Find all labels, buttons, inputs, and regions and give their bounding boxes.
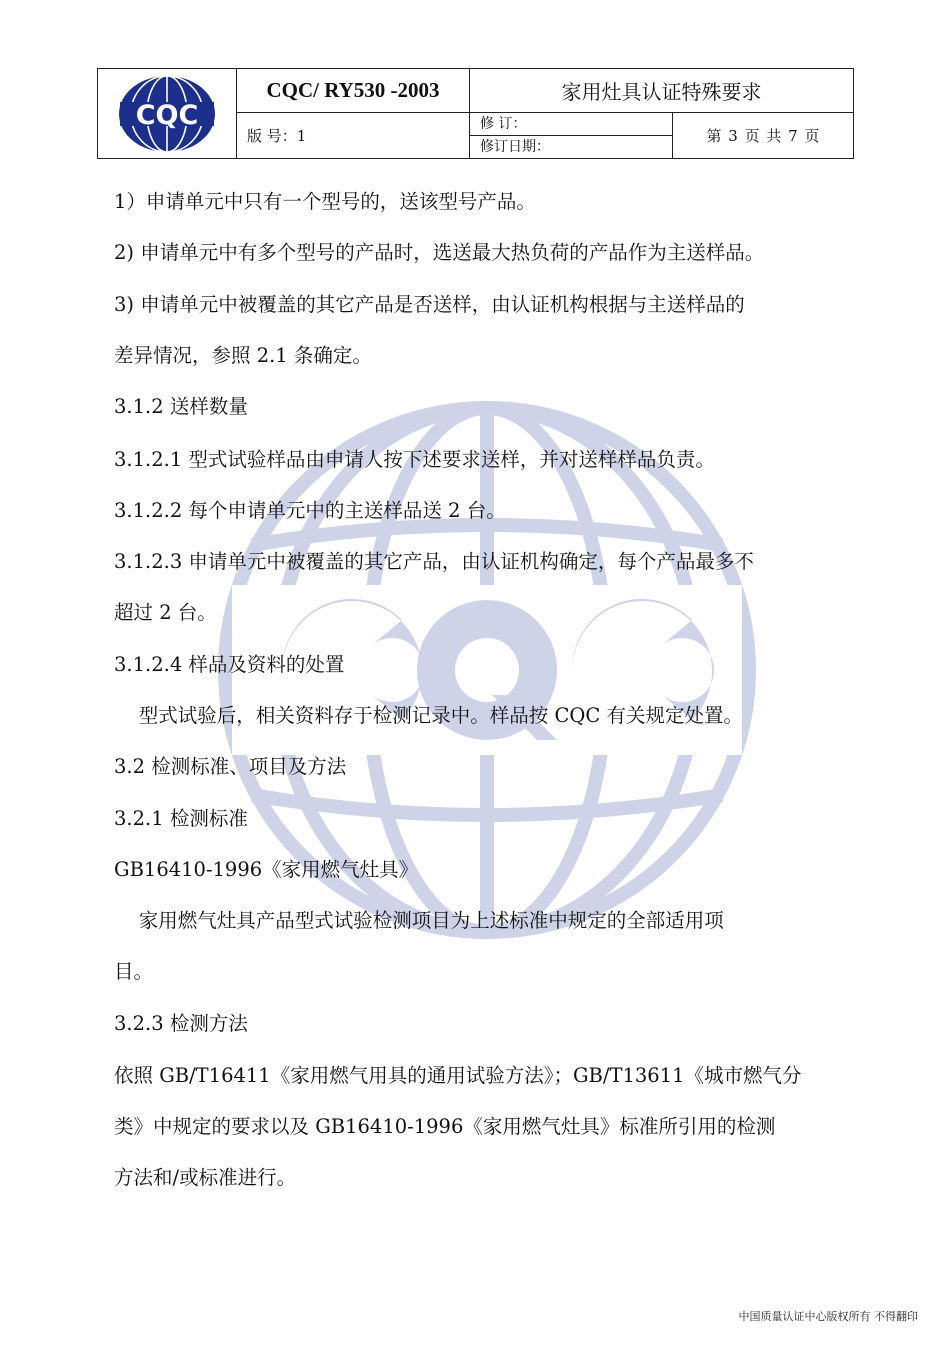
body-line: 依照 GB/T16411《家用燃气用具的通用试验方法》；GB/T13611《城市燃气分 bbox=[114, 1064, 802, 1087]
cqc-logo bbox=[98, 69, 237, 158]
body-line: 目。 bbox=[114, 960, 154, 983]
revision-date-label: 修订日期： bbox=[470, 136, 673, 158]
body-line: 3.1.2.2 每个申请单元中的主送样品送 2 台。 bbox=[114, 499, 506, 522]
logo-cell bbox=[98, 69, 237, 158]
doc-code: CQC/ RY530 -2003 bbox=[237, 69, 470, 113]
body-line: 方法和/或标准进行。 bbox=[114, 1166, 297, 1189]
logo-text: CQC bbox=[135, 100, 199, 131]
page-info: 第 3 页 共 7 页 bbox=[706, 127, 820, 145]
body-line: 3.1.2.4 样品及资料的处置 bbox=[114, 653, 345, 676]
doc-title: 家用灶具认证特殊要求 bbox=[470, 69, 853, 113]
body-line: 3.1.2.3 申请单元中被覆盖的其它产品，由认证机构确定，每个产品最多不 bbox=[114, 550, 754, 573]
body-line: 2) 申请单元中有多个型号的产品时，选送最大热负荷的产品作为主送样品。 bbox=[114, 241, 765, 264]
body-line: 类》中规定的要求以及 GB16410-1996《家用燃气灶具》标准所引用的检测 bbox=[114, 1115, 776, 1138]
body-line: 超过 2 台。 bbox=[114, 601, 217, 624]
body-line: 3.1.2.1 型式试验样品由申请人按下述要求送样，并对送样样品负责。 bbox=[114, 448, 715, 471]
body-line: 差异情况，参照 2.1 条确定。 bbox=[114, 344, 372, 367]
body-line: 1）申请单元中只有一个型号的，送该型号产品。 bbox=[114, 190, 536, 213]
revision-label: 修 订： bbox=[470, 113, 673, 136]
body-line: 家用燃气灶具产品型式试验检测项目为上述标准中规定的全部适用项 bbox=[114, 909, 724, 932]
body-line: GB16410-1996《家用燃气灶具》 bbox=[114, 858, 419, 881]
body-line: 3.2 检测标准、项目及方法 bbox=[114, 755, 347, 778]
document-header-table bbox=[97, 68, 854, 159]
body-line: 3.2.1 检测标准 bbox=[114, 807, 248, 830]
copyright-footer: 中国质量认证中心版权所有 不得翻印 bbox=[738, 1310, 918, 1323]
body-line: 3) 申请单元中被覆盖的其它产品是否送样，由认证机构根据与主送样品的 bbox=[114, 293, 745, 316]
body-line: 3.2.3 检测方法 bbox=[114, 1012, 248, 1035]
version-label: 版 号：1 bbox=[237, 113, 470, 158]
body-line: 3.1.2 送样数量 bbox=[114, 395, 248, 418]
body-line: 型式试验后，相关资料存于检测记录中。样品按 CQC 有关规定处置。 bbox=[114, 704, 744, 727]
